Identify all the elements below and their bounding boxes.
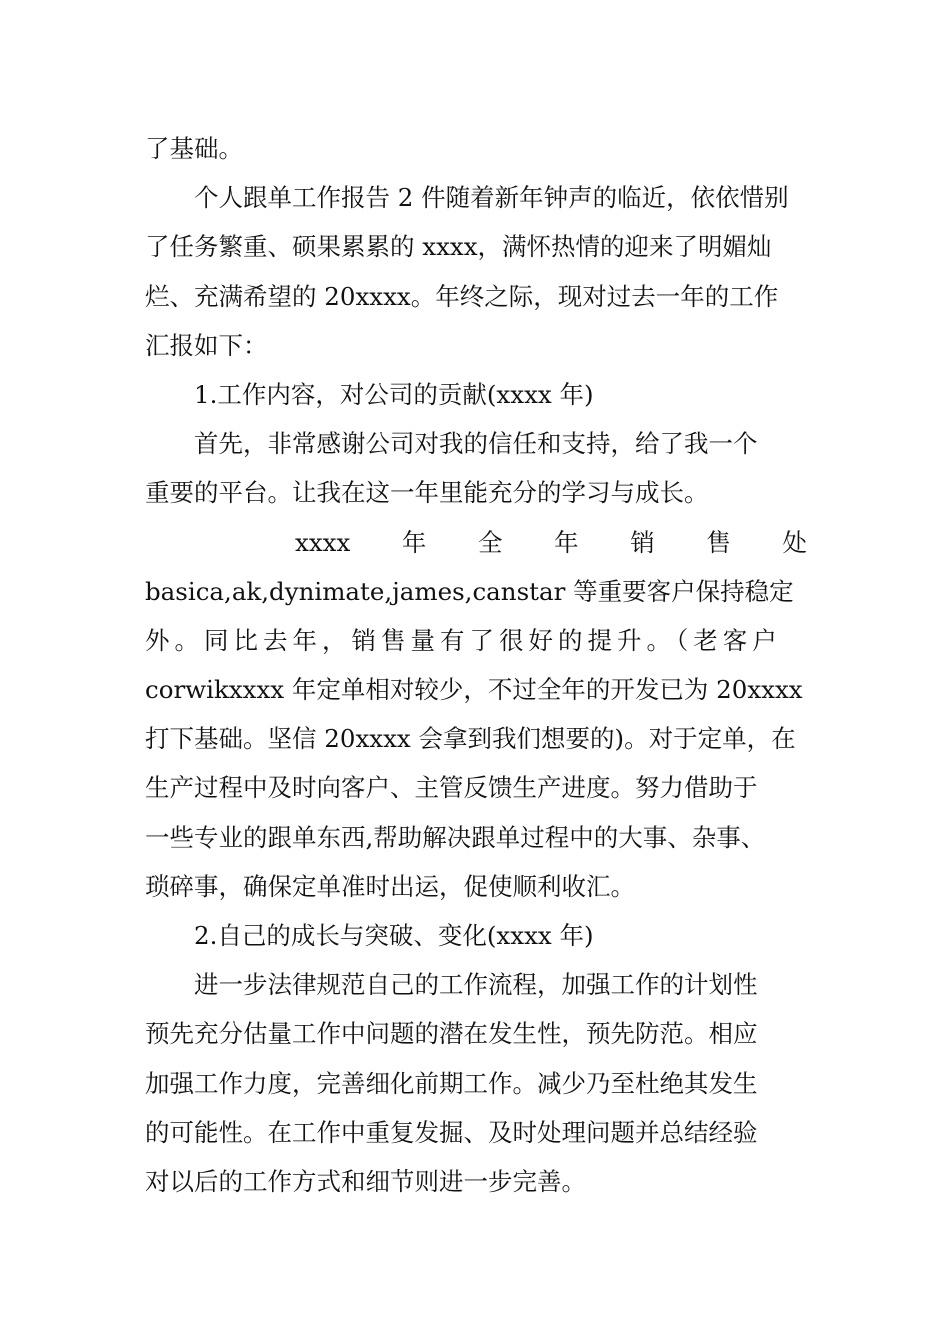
word: 全	[478, 527, 503, 557]
paragraph-line: 了基础。	[145, 134, 243, 163]
paragraph-line: 进一步法律规范自己的工作流程，加强工作的计划性	[194, 970, 758, 1000]
paragraph-line: 打下基础。坚信 20xxxx 会拿到我们想要的)。对于定单，在	[145, 724, 796, 754]
document-body	[145, 124, 807, 1206]
paragraph-line: 对以后的工作方式和细节则进一步完善。	[145, 1166, 586, 1196]
word: 年	[554, 527, 579, 557]
paragraph-line: 琐碎事，确保定单准时出运，促使顺利收汇。	[145, 871, 635, 901]
paragraph-line: 首先，非常感谢公司对我的信任和支持，给了我一个	[194, 429, 758, 459]
word: 年	[401, 527, 427, 557]
paragraph-line: 的可能性。在工作中重复发掘、及时处理问题并总结经验	[145, 1117, 758, 1147]
word: 售	[706, 527, 731, 557]
word: 处	[782, 527, 807, 557]
paragraph-line: 预先充分估量工作中问题的潜在发生性，预先防范。相应	[145, 1019, 758, 1049]
word: xxxx	[295, 527, 351, 557]
paragraph-line: 一些专业的跟单东西,帮助解决跟单过程中的大事、杂事、	[145, 822, 766, 852]
paragraph-line: 了任务繁重、硕果累累的 xxxx，满怀热情的迎来了明媚灿	[145, 232, 772, 262]
justified-line	[145, 518, 807, 567]
paragraph-line: 加强工作力度，完善细化前期工作。减少乃至杜绝其发生	[145, 1068, 758, 1098]
paragraph-line: corwikxxxx 年定单相对较少，不过全年的开发已为 20xxxx	[145, 675, 803, 705]
section-heading: 1.工作内容，对公司的贡献(xxxx 年)	[194, 379, 594, 409]
paragraph-line: 外。同比去年，销售量有了很好的提升。（老客户	[145, 625, 782, 655]
section-heading: 2.自己的成长与突破、变化(xxxx 年)	[194, 921, 594, 950]
paragraph-line: 个人跟单工作报告 2 件随着新年钟声的临近，依依惜别	[194, 183, 789, 213]
paragraph-line: basica,ak,dynimate,james,canstar 等重要客户保持稳定	[145, 576, 794, 606]
word: 销	[630, 527, 655, 557]
paragraph-line: 生产过程中及时向客户、主管反馈生产进度。努力借助于	[145, 773, 758, 803]
paragraph-line: 重要的平台。让我在这一年里能充分的学习与成长。	[145, 478, 709, 508]
paragraph-line: 汇报如下：	[145, 330, 268, 360]
paragraph-line: 烂、充满希望的 20xxxx。年终之际，现对过去一年的工作	[145, 281, 779, 311]
